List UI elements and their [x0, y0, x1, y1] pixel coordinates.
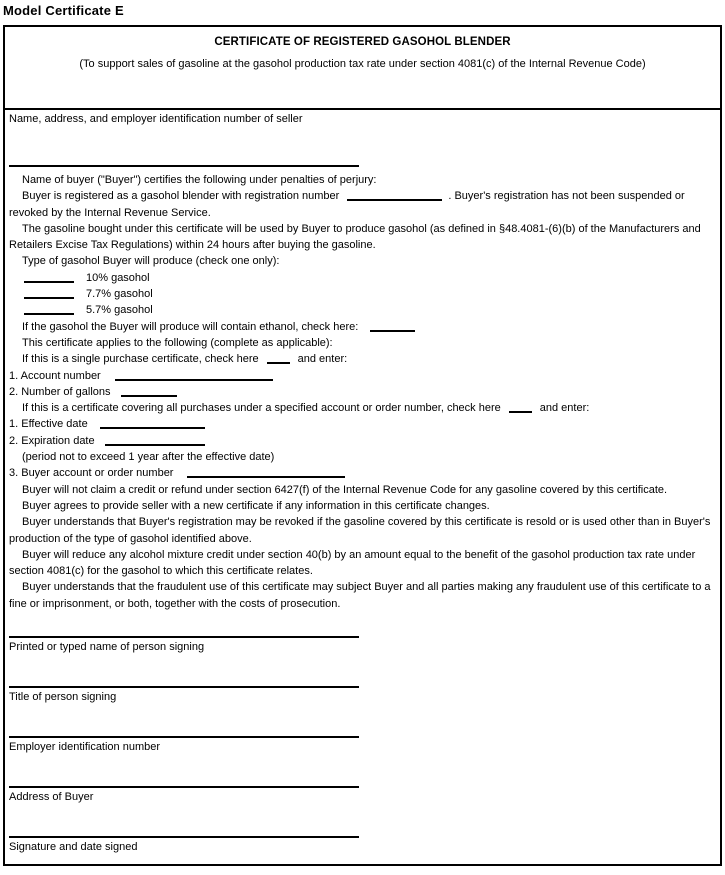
- order-number-row: [9, 465, 716, 481]
- buyer-name-blank: [9, 165, 359, 167]
- certify-paragraph: Name of buyer ("Buyer") certifies the following under penalties of perjury:: [22, 174, 377, 186]
- page-title: Model Certificate E: [3, 3, 124, 18]
- order-number-label: 3. Buyer account or order number: [9, 467, 174, 480]
- gasohol-option-5-7-check-blank: [24, 304, 74, 315]
- account-number-row: [9, 368, 716, 384]
- single-purchase-line: [9, 351, 716, 367]
- gallons-row: [9, 384, 716, 400]
- covering-text-before: If this is a certificate covering all purchases under a specified account or order number, check here: [22, 402, 501, 415]
- covering-check-blank: [509, 402, 532, 413]
- ethanol-check-blank: [370, 321, 415, 332]
- certificate-box: [3, 25, 722, 866]
- covering-line: [9, 400, 716, 416]
- ethanol-check-text: If the gasohol the Buyer will produce will contain ethanol, check here:: [22, 320, 359, 333]
- signature-block-printed-name: [9, 636, 359, 686]
- single-purchase-text-before: If this is a single purchase certificate, check here: [22, 353, 259, 366]
- signature-block-title: [9, 686, 359, 736]
- period-note: (period not to exceed 1 year after the effective date): [22, 451, 275, 464]
- registration-text-before: Buyer is registered as a gasohol blender with registration number: [22, 190, 340, 203]
- seller-info-section: [5, 108, 720, 125]
- legal-paragraph-revocation: Buyer understands that Buyer's registration may be revoked if the gasoline covered by this certificate is resold or is used other than in Buyer's production of the type of gasohol identified above.: [9, 516, 711, 545]
- effective-date-label: 1. Effective date: [9, 418, 88, 431]
- effective-date-row: [9, 416, 716, 432]
- gallons-label: 2. Number of gallons: [9, 385, 111, 398]
- signature-block-signature: [9, 836, 359, 866]
- legal-paragraph-fraud: Buyer understands that the fraudulent use of this certificate may subject Buyer and all parties making any fraudulent use of this certificate to a fine or imprisonment, or both, together with the costs of prosecution.: [9, 581, 711, 610]
- account-number-label: 1. Account number: [9, 369, 101, 382]
- signature-block-address: [9, 786, 359, 836]
- single-purchase-text-after: and enter:: [297, 353, 348, 366]
- order-number-blank: [187, 467, 345, 478]
- covering-text-after: and enter:: [539, 402, 590, 415]
- expiration-date-row: [9, 433, 716, 449]
- gasohol-option-5-7: [9, 302, 716, 318]
- signature-block-ein: [9, 736, 359, 786]
- signature-label-ein: Employer identification number: [9, 741, 161, 754]
- certificate-title: CERTIFICATE OF REGISTERED GASOHOL BLENDER: [214, 36, 511, 48]
- gasohol-option-10-label: 10% gasohol: [86, 271, 150, 284]
- single-purchase-check-blank: [267, 353, 290, 364]
- signature-label-title: Title of person signing: [9, 691, 117, 704]
- expiration-date-label: 2. Expiration date: [9, 434, 95, 447]
- effective-date-blank: [100, 418, 205, 429]
- ethanol-check-line: [9, 319, 716, 335]
- gasohol-option-7-7-check-blank: [24, 288, 74, 299]
- registration-number-blank: [347, 190, 442, 201]
- registration-paragraph: [9, 188, 716, 221]
- applies-paragraph: This certificate applies to the following (complete as applicable):: [22, 336, 333, 349]
- account-number-blank: [115, 370, 273, 381]
- certificate-subtitle: (To support sales of gasoline at the gasohol production tax rate under section 4081(c) of the Internal Revenue Code): [79, 58, 646, 70]
- gasohol-option-7-7: [9, 286, 716, 302]
- gasohol-option-10-check-blank: [24, 272, 74, 283]
- gasohol-type-heading: Type of gasohol Buyer will produce (check one only):: [22, 255, 280, 268]
- legal-paragraph-new-certificate: Buyer agrees to provide seller with a new certificate if any information in this certificate changes.: [22, 499, 490, 512]
- gasohol-option-7-7-label: 7.7% gasohol: [86, 288, 153, 301]
- signature-label-printed-name: Printed or typed name of person signing: [9, 641, 205, 654]
- certificate-body: [9, 172, 716, 612]
- signature-label-address: Address of Buyer: [9, 791, 94, 804]
- legal-paragraph-credit-reduction: Buyer will reduce any alcohol mixture credit under section 40(b) by an amount equal to the benefit of the gasohol production tax rate under section 4081(c) for the gasohol to which this certificate relates.: [9, 548, 696, 578]
- signature-label-signature: Signature and date signed: [9, 841, 138, 854]
- gasohol-option-10: [9, 270, 716, 286]
- expiration-date-blank: [105, 435, 205, 446]
- gasohol-option-5-7-label: 5.7% gasohol: [86, 304, 153, 317]
- gasoline-use-paragraph: The gasoline bought under this certificate will be used by Buyer to produce gasohol (as defined in §48.4081-(6)(b) of the Manufacturers and Retailers Excise Tax Regulations) within 24 hours after buying the gasoline.: [9, 222, 701, 252]
- seller-info-label: Name, address, and employer identification number of seller: [9, 113, 303, 125]
- registration-text-after: . Buyer's registration has not been suspended or revoked by the Internal Revenue Service.: [9, 190, 685, 219]
- gallons-blank: [121, 386, 177, 397]
- legal-paragraph-no-credit: Buyer will not claim a credit or refund under section 6427(f) of the Internal Revenue Code for any gasoline covered by this certificate.: [22, 483, 668, 496]
